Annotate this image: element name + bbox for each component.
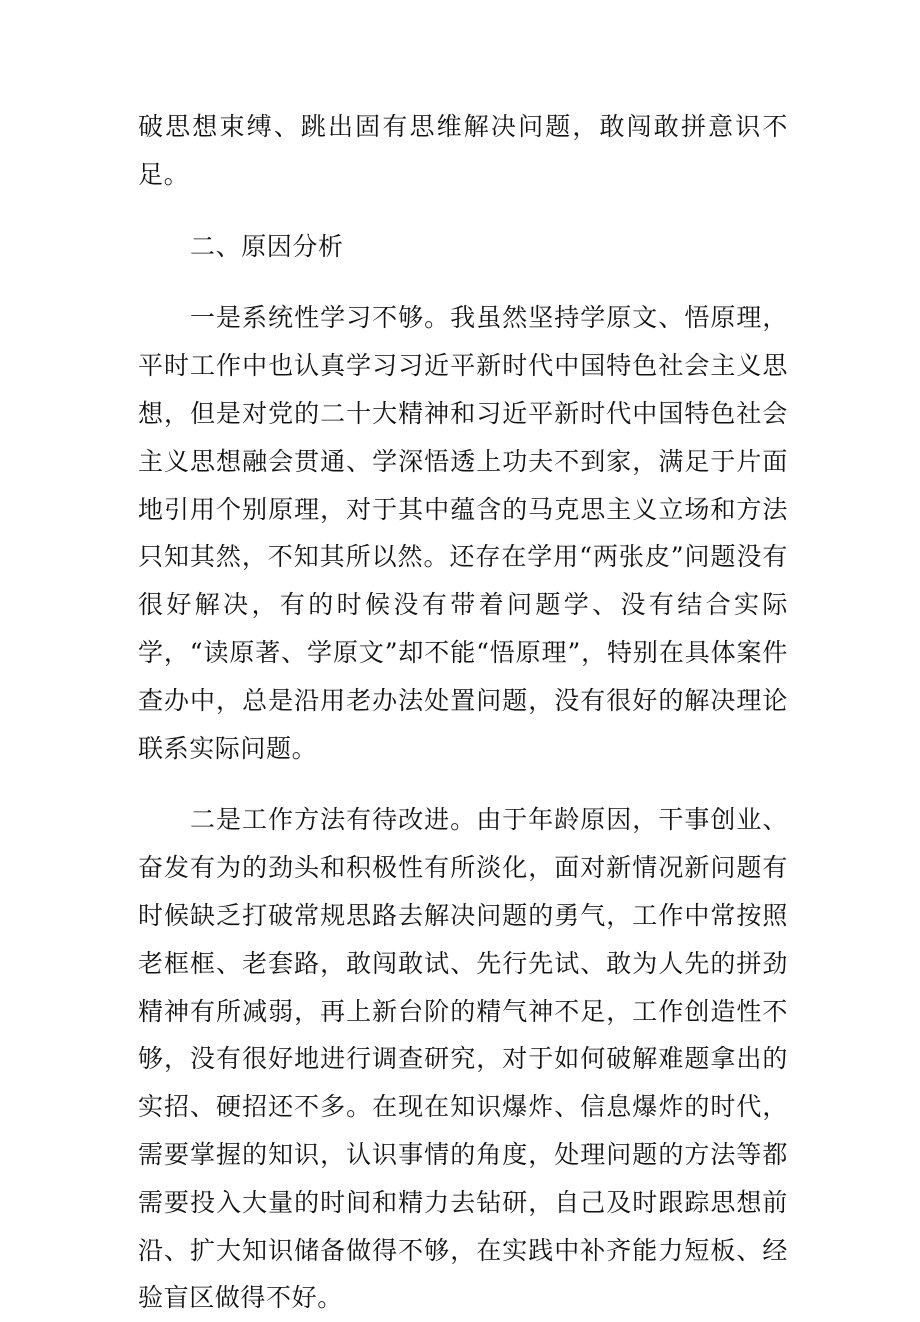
- paragraph-learning: 一是系统性学习不够。我虽然坚持学原文、悟原理，平时工作中也认真学习习近平新时代中国特色社会主义思想，但是对党的二十大精神和习近平新时代中国特色社会主义思想融会贯通、学深悟透上功夫不到家，满足于片面地引用个别原理，对于其中蕴含的马克思主义立场和方法只知其然，不知其所以然。还存在学用“两张皮”问题没有很好解决，有的时候没有带着问题学、没有结合实际学，“读原著、学原文”却不能“悟原理”，特别在具体案件查办中，总是沿用老办法处置问题，没有很好的解决理论联系实际问题。: [138, 303, 788, 763]
- document-body: [138, 103, 788, 1322]
- paragraph-work-method: 二是工作方法有待改进。由于年龄原因，干事创业、奋发有为的劲头和积极性有所淡化，面对新情况新问题有时候缺乏打破常规思路去解决问题的勇气，工作中常按照老框框、老套路，敢闯敢试、先行先试、敢为人先的拼劲精神有所减弱，再上新台阶的精气神不足，工作创造性不够，没有很好地进行调查研究，对于如何破解难题拿出的实招、硬招还不多。在现在知识爆炸、信息爆炸的时代，需要掌握的知识，认识事情的角度，处理问题的方法等都需要投入大量的时间和精力去钻研，自己及时跟踪思想前沿、扩大知识储备做得不够，在实践中补齐能力短板、经验盲区做得不好。: [138, 805, 788, 1313]
- continuation-paragraph: 破思想束缚、跳出固有思维解决问题，敢闯敢拼意识不足。: [138, 112, 788, 189]
- section-heading: 二、原因分析: [190, 231, 344, 261]
